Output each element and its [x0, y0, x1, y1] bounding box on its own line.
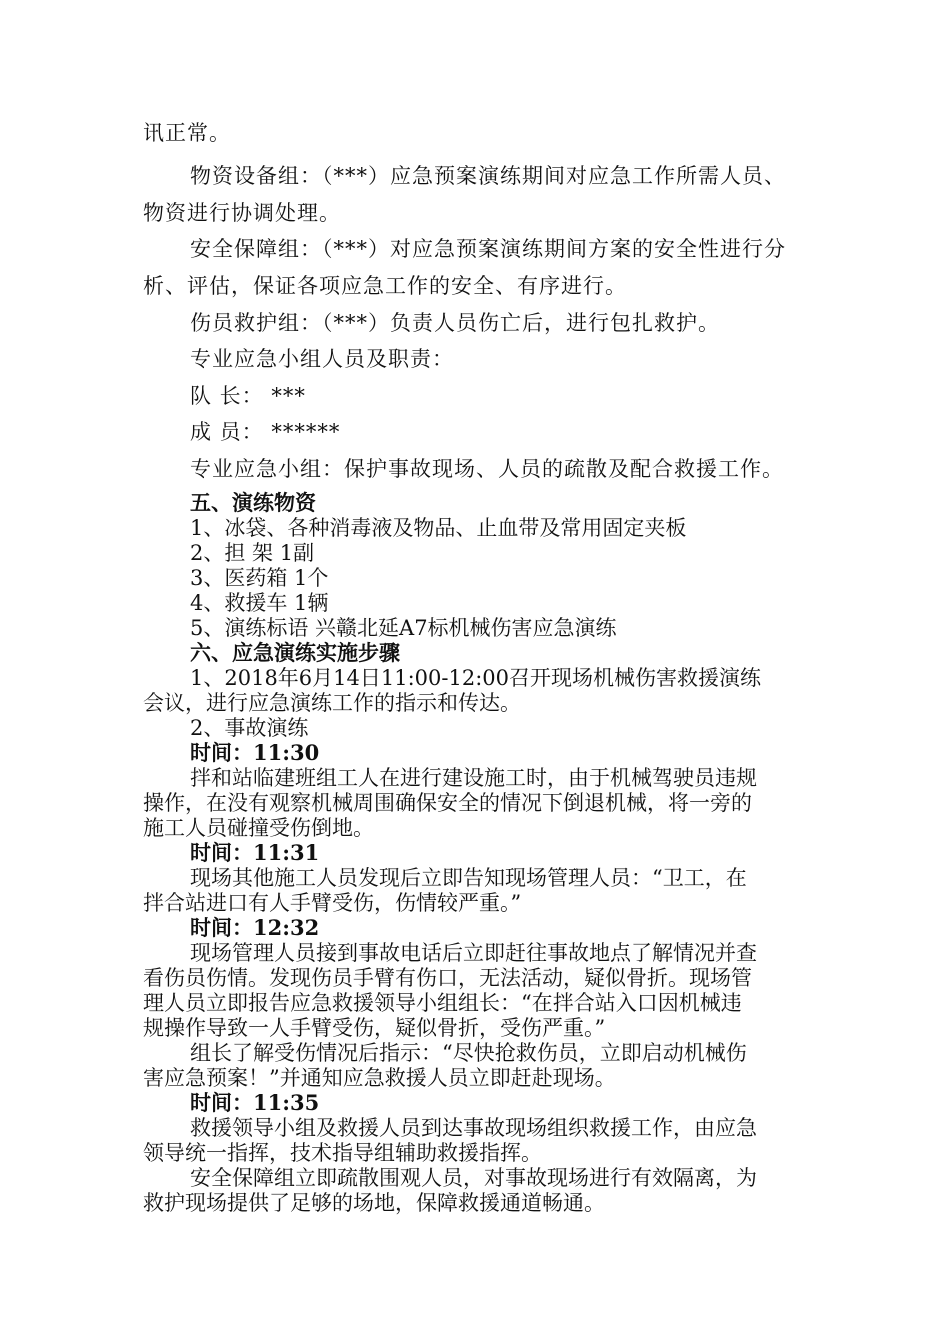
paragraph-line: 操作，在没有观察机械周围确保安全的情况下倒退机械，将一旁的 [143, 791, 752, 815]
time-heading: 时间：11:31 [190, 840, 320, 865]
list-item: 5、演练标语 兴赣北延A7标机械伤害应急演练 [190, 616, 617, 640]
paragraph-line: 成 员： ****** [190, 420, 341, 444]
paragraph-line: 1、2018年6月14日11:00-12:00召开现场机械伤害救援演练 [190, 666, 762, 690]
paragraph-line: 领导统一指挥，技术指导组辅助救援指挥。 [143, 1141, 542, 1165]
time-heading: 时间：11:30 [190, 740, 320, 765]
paragraph-line: 拌和站临建班组工人在进行建设施工时，由于机械驾驶员违规 [190, 766, 757, 790]
section-heading: 五、演练物资 [190, 490, 316, 515]
list-item: 1、冰袋、各种消毒液及物品、止血带及常用固定夹板 [190, 516, 687, 540]
paragraph-line: 专业应急小组：保护事故现场、人员的疏散及配合救援工作。 [190, 457, 784, 481]
paragraph-line: 拌合站进口有人手臂受伤，伤情较严重。” [143, 891, 522, 915]
paragraph-line: 组长了解受伤情况后指示：“尽快抢救伤员，立即启动机械伤 [190, 1041, 747, 1065]
paragraph-line: 2、事故演练 [190, 716, 309, 740]
paragraph-line: 施工人员碰撞受伤倒地。 [143, 816, 374, 840]
paragraph-line: 看伤员伤情。发现伤员手臂有伤口，无法活动，疑似骨折。现场管 [143, 966, 752, 990]
list-item: 3、医药箱 1个 [190, 566, 329, 590]
paragraph-line: 会议，进行应急演练工作的指示和传达。 [143, 691, 521, 715]
paragraph-line: 现场管理人员接到事故电话后立即赶往事故地点了解情况并查 [190, 941, 757, 965]
paragraph-line: 物资进行协调处理。 [143, 201, 341, 225]
list-item: 4、救援车 1辆 [190, 591, 329, 615]
paragraph-line: 害应急预案！”并通知应急救援人员立即赶赴现场。 [143, 1066, 616, 1090]
paragraph-line: 现场其他施工人员发现后立即告知现场管理人员：“卫工，在 [190, 866, 747, 890]
paragraph-line: 救援领导小组及救援人员到达事故现场组织救援工作，由应急 [190, 1116, 757, 1140]
paragraph-line: 规操作导致一人手臂受伤，疑似骨折，受伤严重。” [143, 1016, 606, 1040]
paragraph-line: 队 长： *** [190, 384, 306, 408]
paragraph-line: 理人员立即报告应急救援领导小组组长：“在拌合站入口因机械违 [143, 991, 742, 1015]
paragraph-line: 伤员救护组：（***）负责人员伤亡后，进行包扎救护。 [190, 311, 720, 335]
paragraph-line: 专业应急小组人员及职责： [190, 347, 454, 371]
paragraph-line: 物资设备组：（***）应急预案演练期间对应急工作所需人员、 [190, 164, 786, 188]
time-heading: 时间：12:32 [190, 915, 320, 940]
section-heading: 六、应急演练实施步骤 [190, 640, 400, 665]
paragraph-line: 析、评估，保证各项应急工作的安全、有序进行。 [143, 274, 627, 298]
list-item: 2、担 架 1副 [190, 541, 315, 565]
paragraph-line: 救护现场提供了足够的场地，保障救援通道畅通。 [143, 1191, 605, 1215]
time-heading: 时间：11:35 [190, 1090, 320, 1115]
paragraph-line: 安全保障组：（***）对应急预案演练期间方案的安全性进行分 [190, 237, 786, 261]
paragraph-line: 安全保障组立即疏散围观人员，对事故现场进行有效隔离，为 [190, 1166, 757, 1190]
paragraph-line: 讯正常。 [143, 121, 231, 145]
